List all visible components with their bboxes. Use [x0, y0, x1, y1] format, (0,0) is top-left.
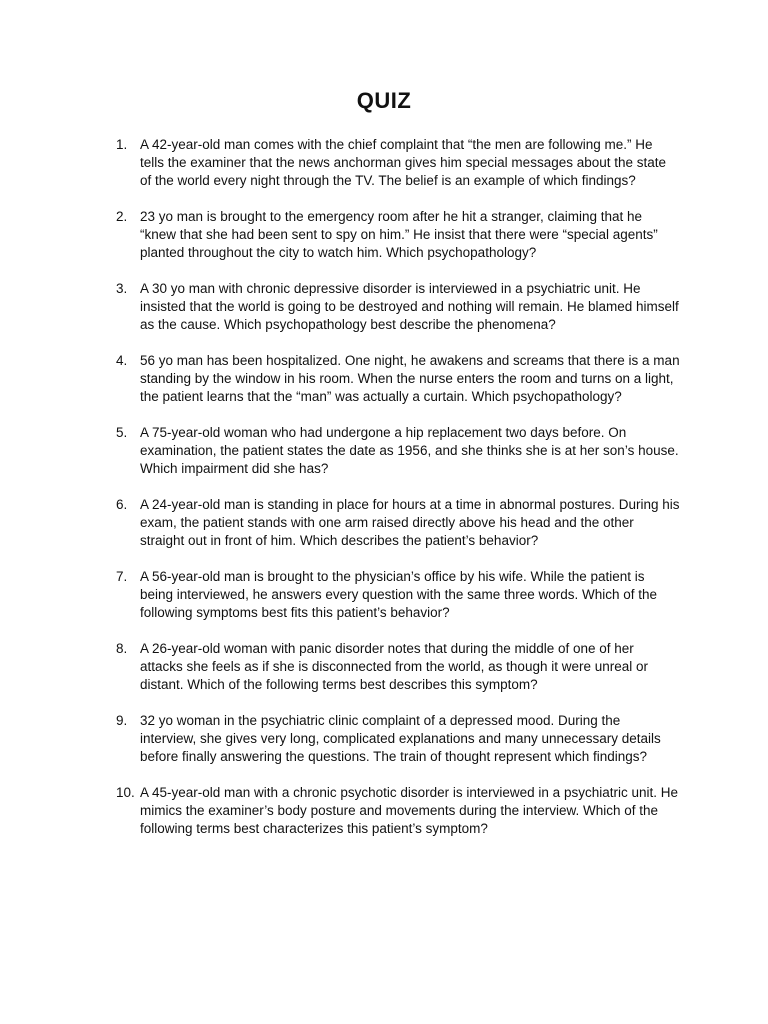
question-number: 10. [116, 785, 135, 800]
question-number: 2. [116, 209, 128, 224]
question-text: A 30 yo man with chronic depressive disorder is interviewed in a psychiatric unit. He insisted that the world is going to be destroyed and nothing will remain. He blamed himself as the cause. Which psychopathology best describe the phenomena? [140, 281, 679, 332]
question-7 [116, 568, 680, 622]
question-text: A 26-year-old woman with panic disorder notes that during the middle of one of her attacks she feels as if she is disconnected from the world, as though it were unreal or distant. Which of the following terms best describes this symptom? [140, 641, 649, 692]
question-text: A 75-year-old woman who had undergone a hip replacement two days before. On examination, the patient states the date as 1956, and she thinks she is at her son’s house. Which impairment did she has? [140, 425, 679, 476]
question-number: 5. [116, 425, 128, 440]
question-4 [116, 352, 680, 406]
question-text: A 45-year-old man with a chronic psychotic disorder is interviewed in a psychiatric unit. He mimics the examiner’s body posture and movements during the interview. Which of the following terms best characterizes this patient’s symptom? [140, 785, 678, 836]
question-text: 56 yo man has been hospitalized. One night, he awakens and screams that there is a man standing by the window in his room. When the nurse enters the room and turns on a light, the patient learns that the “man” was actually a curtain. Which psychopathology? [140, 353, 680, 404]
question-10 [116, 784, 680, 838]
question-1 [116, 136, 680, 190]
question-number: 4. [116, 353, 128, 368]
page-title: QUIZ [356, 88, 412, 113]
question-3 [116, 280, 680, 334]
question-text: 23 yo man is brought to the emergency room after he hit a stranger, claiming that he “knew that she had been sent to spy on him.” He insist that there were “special agents” planted throughout the city to watch him. Which psychopathology? [140, 209, 658, 260]
question-number: 1. [116, 137, 128, 152]
question-2 [116, 208, 680, 262]
question-text: A 42-year-old man comes with the chief complaint that “the men are following me.” He tells the examiner that the news anchorman gives him special messages about the state of the world every night through the TV. The belief is an example of which findings? [140, 137, 667, 188]
question-number: 3. [116, 281, 128, 296]
question-text: A 56-year-old man is brought to the physician’s office by his wife. While the patient is being interviewed, he answers every question with the same three words. Which of the following symptoms best fits this patient’s behavior? [140, 569, 658, 620]
question-9 [116, 712, 680, 766]
question-8 [116, 640, 680, 694]
question-number: 8. [116, 641, 128, 656]
question-list [116, 136, 680, 856]
question-text: 32 yo woman in the psychiatric clinic complaint of a depressed mood. During the interview, she gives very long, complicated explanations and many unnecessary details before finally answering the questions. The train of thought represent which findings? [140, 713, 661, 764]
question-5 [116, 424, 680, 478]
question-text: A 24-year-old man is standing in place for hours at a time in abnormal postures. During his exam, the patient stands with one arm raised directly above his head and the other straight out in front of him. Which describes the patient’s behavior? [140, 497, 680, 548]
question-number: 9. [116, 713, 128, 728]
question-6 [116, 496, 680, 550]
question-number: 7. [116, 569, 128, 584]
question-number: 6. [116, 497, 128, 512]
